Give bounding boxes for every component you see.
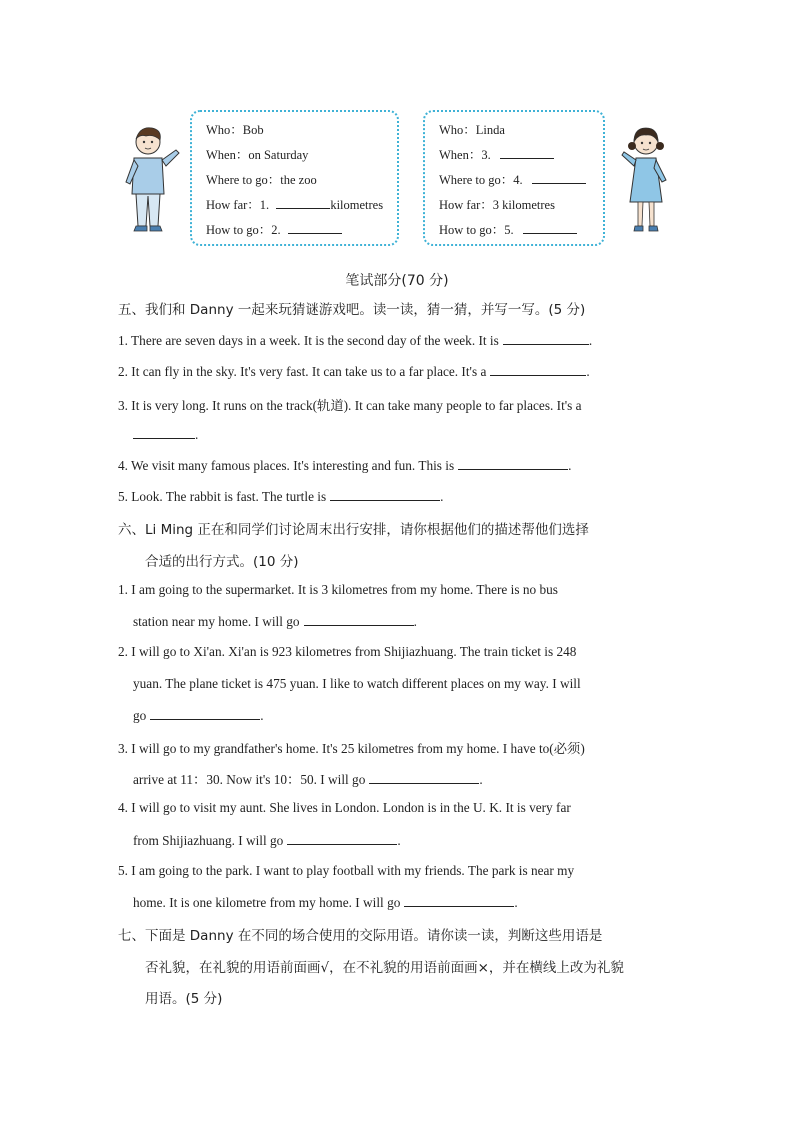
part5-q4: 4. We visit many famous places. It's interesting and fun. This is . xyxy=(118,458,572,473)
section-title: 笔试部分(70 分) xyxy=(345,273,449,289)
answer-line[interactable] xyxy=(490,363,586,376)
part7-heading: 七、下面是 Danny 在不同的场合使用的交际用语。请你读一读，判断这些用语是 xyxy=(118,928,603,944)
part5-heading: 五、我们和 Danny 一起来玩猜谜游戏吧。读一读，猜一猜，并写一写。(5 分) xyxy=(118,302,586,318)
part6-q2-cont2: go . xyxy=(133,708,264,723)
answer-line[interactable] xyxy=(133,426,195,439)
boy-bob-illustration xyxy=(122,122,184,234)
part6-q1-cont: station near my home. I will go . xyxy=(133,614,417,629)
answer-line[interactable] xyxy=(150,707,260,720)
answer-blank-1[interactable] xyxy=(276,196,330,209)
part6-q4-cont: from Shijiazhuang. I will go . xyxy=(133,833,401,848)
part6-q5-cont: home. It is one kilometre from my home. I will go . xyxy=(133,895,518,910)
part6-q3-cont: arrive at 11：30. Now it's 10：50. I will go . xyxy=(133,772,483,787)
card-how-far: How far：3 kilometres xyxy=(439,198,555,212)
answer-blank-3[interactable] xyxy=(500,146,554,159)
card-when: When：on Saturday xyxy=(206,148,309,162)
how-to-go-label: How to go：2. xyxy=(206,223,281,237)
part5-q2: 2. It can fly in the sky. It's very fast. It can take us to a far place. It's a . xyxy=(118,364,590,379)
where-label: Where to go：4. xyxy=(439,173,523,187)
part6-heading-cont: 合适的出行方式。(10 分) xyxy=(145,554,299,570)
part7-heading-cont: 否礼貌，在礼貌的用语前面画√，在不礼貌的用语前面画×，并在横线上改为礼貌 xyxy=(145,960,624,976)
card-who: Who：Bob xyxy=(206,123,264,137)
how-far-suffix: kilometres xyxy=(330,198,384,212)
how-to-go-label: How to go：5. xyxy=(439,223,514,237)
part6-q2: 2. I will go to Xi'an. Xi'an is 923 kilometres from Shijiazhuang. The train ticket is 248 xyxy=(118,644,577,659)
part6-q5: 5. I am going to the park. I want to play football with my friends. The park is near my xyxy=(118,863,575,878)
answer-blank-2[interactable] xyxy=(288,221,342,234)
part7-heading-cont2: 用语。(5 分) xyxy=(145,991,223,1007)
answer-line[interactable] xyxy=(404,894,514,907)
card-who: Who：Linda xyxy=(439,123,505,137)
when-label: When：3. xyxy=(439,148,491,162)
part5-q5: 5. Look. The rabbit is fast. The turtle is . xyxy=(118,489,444,504)
card-how-to-go xyxy=(206,221,397,246)
card-how-far xyxy=(206,196,397,221)
info-card-linda xyxy=(423,110,605,246)
answer-blank-5[interactable] xyxy=(523,221,577,234)
part6-heading: 六、Li Ming 正在和同学们讨论周末出行安排，请你根据他们的描述帮他们选择 xyxy=(118,522,589,538)
card-when xyxy=(439,146,603,171)
answer-line[interactable] xyxy=(458,457,568,470)
answer-line[interactable] xyxy=(369,771,479,784)
card-where xyxy=(439,171,603,196)
card-how-to-go xyxy=(439,221,603,246)
girl-linda-illustration xyxy=(614,122,676,234)
card-where: Where to go：the zoo xyxy=(206,173,317,187)
part6-q2-cont: yuan. The plane ticket is 475 yuan. I like to watch different places on my way. I will xyxy=(133,676,581,691)
part5-q3-cont: . xyxy=(133,426,198,443)
part6-q4: 4. I will go to visit my aunt. She lives in London. London is in the U. K. It is very far xyxy=(118,800,571,815)
answer-line[interactable] xyxy=(304,613,414,626)
info-card-bob xyxy=(190,110,399,246)
answer-line[interactable] xyxy=(287,832,397,845)
part6-q1: 1. I am going to the supermarket. It is 3 kilometres from my home. There is no bus xyxy=(118,582,558,597)
answer-line[interactable] xyxy=(330,488,440,501)
part6-q3: 3. I will go to my grandfather's home. It's 25 kilometres from my home. I have to(必须) xyxy=(118,741,585,756)
answer-line[interactable] xyxy=(503,332,589,345)
part5-q1: 1. There are seven days in a week. It is the second day of the week. It is . xyxy=(118,333,593,348)
how-far-prefix: How far：1. xyxy=(206,198,270,212)
answer-blank-4[interactable] xyxy=(532,171,586,184)
part5-q3: 3. It is very long. It runs on the track(轨道). It can take many people to far places. It's a xyxy=(118,398,582,413)
